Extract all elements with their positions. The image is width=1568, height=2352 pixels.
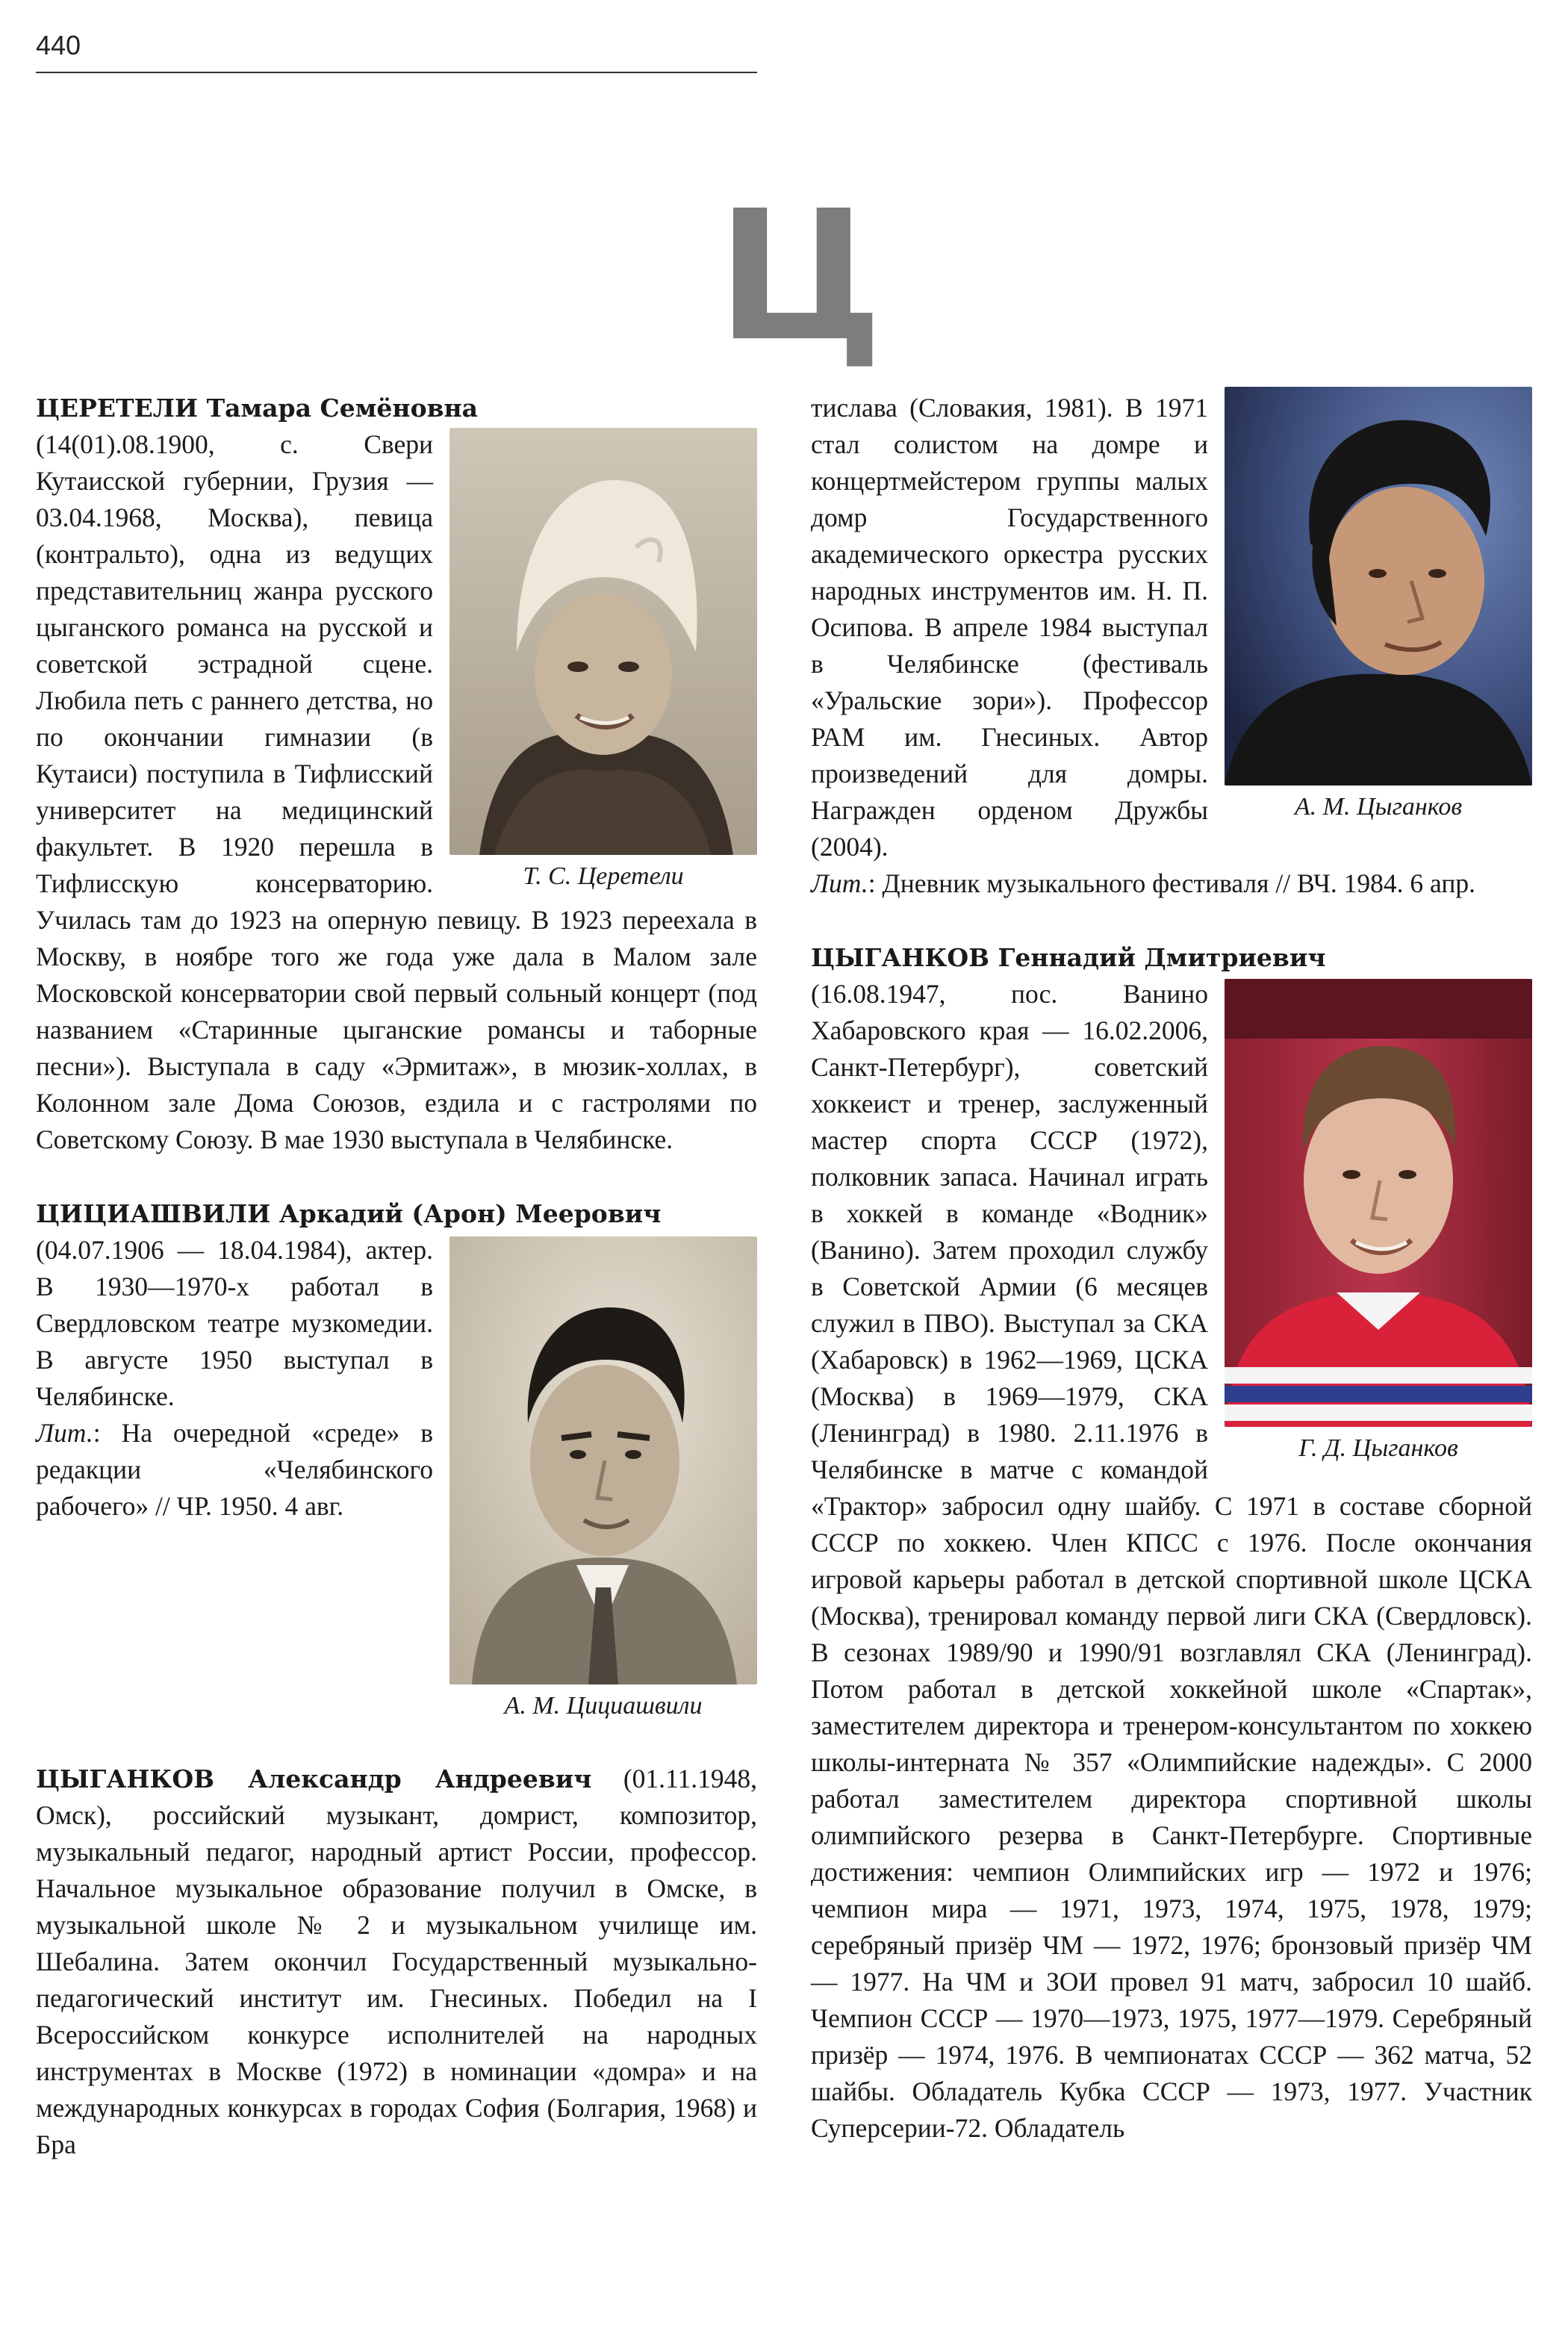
caption-tsygankov-g: Г. Д. Цыганков: [1298, 1434, 1458, 1462]
left-column: [36, 390, 757, 2200]
lit-label-tsygankov-a: Лит.: [811, 868, 868, 898]
entry-tsygankov-a-part2: [811, 390, 1532, 902]
right-column: [811, 390, 1532, 2184]
caption-tsereteli: Т. С. Церетели: [523, 862, 684, 890]
entry-tsereteli: [36, 390, 757, 1158]
headword-tsitsiashvili: ЦИЦИАШВИЛИ Аркадий (Арон) Меерович: [36, 1199, 662, 1228]
figure-tsygankov-a: [1225, 387, 1532, 824]
lit-text-tsitsiashvili: : На очередной «среде» в редакции «Челябинского рабочего» // ЧР. 1950. 4 авг.: [36, 1418, 433, 1521]
photo-tsereteli: [449, 428, 757, 855]
entry-tsitsiashvili: [36, 1195, 757, 1723]
entry-tsygankov-g: [811, 939, 1532, 2147]
lit-label-tsitsiashvili: Лит.: [36, 1418, 93, 1448]
photo-tsygankov-a: [1225, 387, 1532, 785]
body-tsereteli: (14(01).08.1900, с. Свери Кутаисской губернии, Грузия — 03.04.1968, Москва), певица (контральто), одна из ведущих представительниц жанра русского цыганского романса на русской и советской эстрадной сцене. Любила петь с раннего детства, но по окончании гимназии (в Кутаиси) поступила в Тифлисский университет на медицинский факультет. В 1920 перешла в Тифлисскую консерваторию. Училась там до 1923 на оперную певицу. В 1923 переехала в Москву, в ноябре того же года уже дала в Малом зале Московской консерватории свой первый сольный концерт (под названием «Старинные цыганские романсы и таборные песни»). Выступала в саду «Эрмитаж», в мюзик-холлах, в Колонном зале Дома Союзов, ездила и с гастролями по Советскому Союзу. В мае 1930 выступала в Челябинске.: [36, 429, 757, 1154]
header-rule: [36, 72, 757, 73]
photo-tsygankov-g: [1225, 979, 1532, 1427]
headword-tsereteli: ЦЕРЕТЕЛИ Тамара Семёновна: [36, 393, 479, 423]
figure-tsitsiashvili: [449, 1236, 757, 1723]
lit-text-tsygankov-a: : Дневник музыкального фестиваля // ВЧ. 1984. 6 апр.: [868, 868, 1475, 898]
body-tsygankov-a-part1: (01.11.1948, Омск), российский музыкант, домрист, композитор, музыкальный педагог, народный артист России, профессор. Начальное музыкальное образование получил в Омске, в музыкальной школе № 2 и музыкальном училище им. Шебалина. Затем окончил Государственный музыкально-педагогический институт им. Гнесиных. Победил на I Всероссийском конкурсе исполнителей на народных инструментах в Москве (1972) в номинации «домра» и на международных конкурсах в городах София (Болгария, 1968) и Бра: [36, 1764, 757, 2159]
headword-tsygankov-a: ЦЫГАНКОВ Александр Андреевич: [36, 1764, 592, 1793]
page-number: 440: [36, 30, 81, 60]
figure-tsygankov-g: [1225, 979, 1532, 1466]
body-tsygankov-a-part2: тислава (Словакия, 1981). В 1971 стал солистом на домре и концертмейстером группы малых домр Государственного академического оркестра русских народных инструментов им. Н. П. Осипова. В апреле 1984 выступал в Челябинске (фестиваль «Уральские зори»). Профессор РАМ им. Гнесиных. Автор произведений для домры. Награжден орденом Дружбы (2004).: [811, 393, 1208, 862]
body-tsygankov-g: (16.08.1947, пос. Ванино Хабаровского края — 16.02.2006, Санкт-Петербург), советский хоккеист и тренер, заслуженный мастер спорта СССР (1972), полковник запаса. Начинал играть в хоккей в команде «Водник» (Ванино). Затем проходил службу в Советской Армии (6 месяцев служил в ПВО). Выступал за СКА (Хабаровск) в 1962—1969, ЦСКА (Москва) в 1969—1979, СКА (Ленинград) в 1980. 2.11.1976 в Челябинске в матче с командой «Трактор» забросил одну шайбу. С 1971 в составе сборной СССР по хоккею. Член КПСС с 1976. После окончания игровой карьеры работал в детской спортивной школе ЦСКА (Москва), тренировал команду первой лиги СКА (Свердловск). В сезонах 1989/90 и 1990/91 возглавлял СКА (Ленинград). Потом работал в детской хоккейной школе «Спартак», заместителем директора и тренером-консультантом по хоккею школы-интерната № 357 «Олимпийские надежды». С 2000 работал заместителем директора спортивной школы олимпийского резерва в Санкт-Петербурге. Спортивные достижения: чемпион Олимпийских игр — 1972 и 1976; чемпион мира — 1971, 1973, 1974, 1975, 1978, 1979; серебряный призёр ЧМ — 1972, 1976; бронзовый призёр ЧМ — 1977. На ЧМ и ЗОИ провел 91 матч, забросил 10 шайб. Чемпион СССР — 1970—1973, 1975, 1977—1979. Серебряный призёр — 1974, 1976. В чемпионатах СССР — 362 матча, 52 шайбы. Обладатель Кубка СССР — 1973, 1977. Участник Суперсерии-72. Обладатель: [811, 979, 1532, 2143]
photo-tsitsiashvili: [449, 1236, 757, 1684]
headword-tsygankov-g: ЦЫГАНКОВ Геннадий Дмитриевич: [811, 943, 1326, 972]
section-letter: Ц: [717, 172, 883, 381]
figure-tsereteli: [449, 428, 757, 894]
entry-tsygankov-a-part1: [36, 1761, 757, 2163]
body-tsitsiashvili: (04.07.1906 — 18.04.1984), актер. В 1930—1970-х работал в Свердловском театре музкомедии. В августе 1950 выступал в Челябинске.: [36, 1235, 433, 1411]
caption-tsygankov-a: А. М. Цыганков: [1294, 793, 1463, 821]
caption-tsitsiashvili: А. М. Цициашвили: [504, 1692, 703, 1720]
